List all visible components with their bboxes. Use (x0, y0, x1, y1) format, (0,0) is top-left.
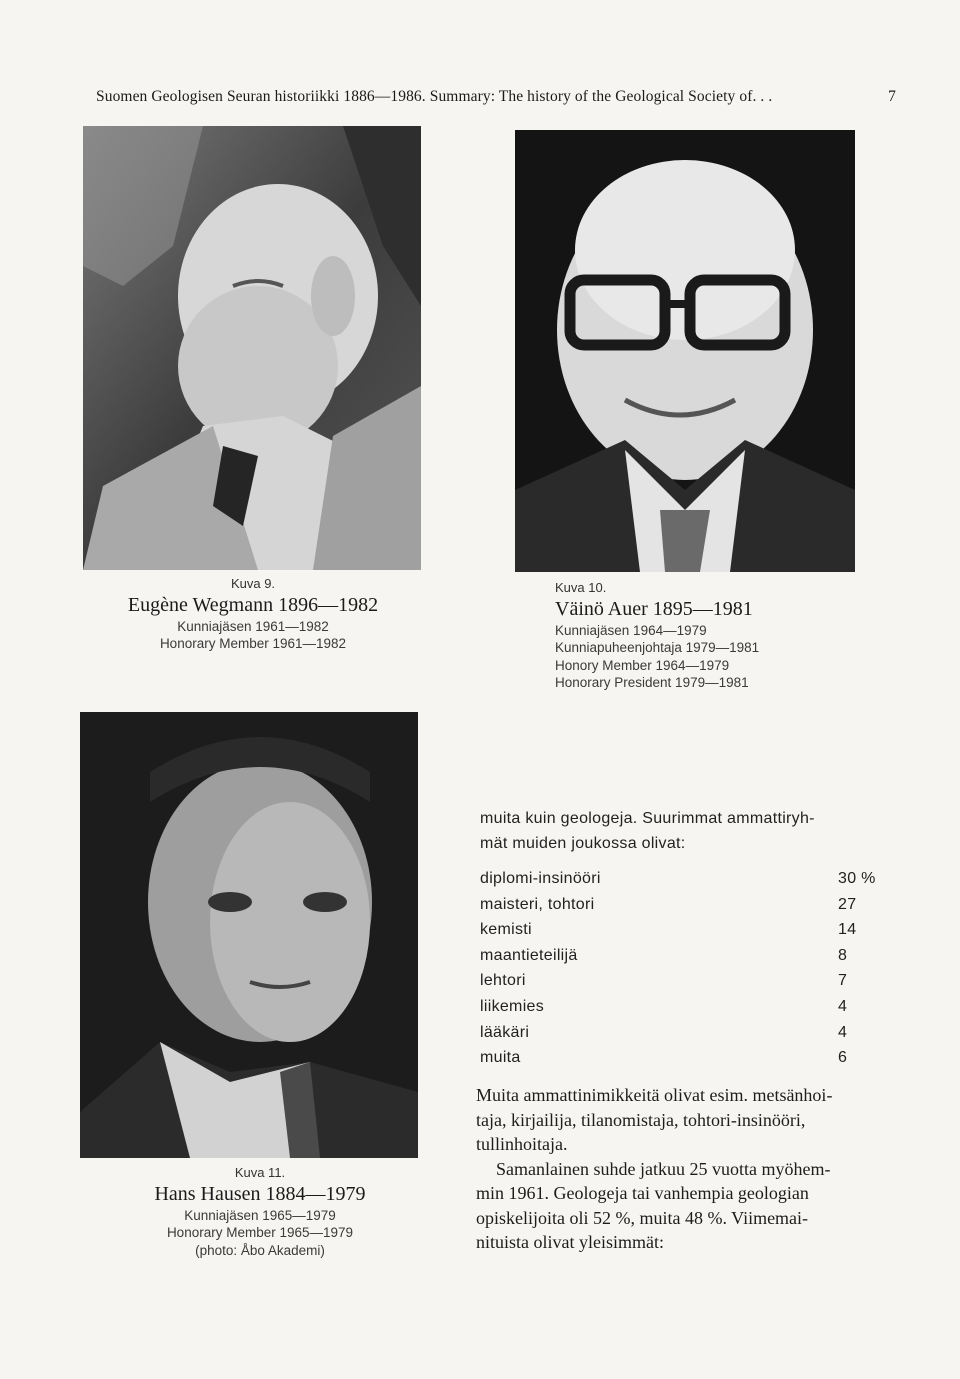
person-name: Eugène Wegmann 1896—1982 (127, 593, 379, 616)
figure-caption-9 (103, 576, 403, 653)
profession-name: muita (480, 1049, 521, 1067)
portrait-photo-auer (515, 130, 855, 572)
profession-share: 30 % (838, 870, 876, 887)
caption-line: Honorary Member 1961—1982 (159, 636, 347, 652)
profession-name: kemisti (480, 921, 532, 939)
text-line: muita kuin geologeja. Suurimmat ammattiryh- (480, 810, 815, 827)
profession-share: 8 (838, 946, 848, 964)
list-item (480, 994, 888, 1020)
profession-share: 14 (838, 921, 857, 939)
caption-line: Kunniajäsen 1965—1979 (184, 1208, 336, 1224)
portrait-photo-wegmann (83, 126, 421, 570)
profession-name: liikemies (480, 997, 545, 1015)
list-item (480, 943, 888, 969)
figure-caption-11 (110, 1165, 410, 1259)
page-number: 7 (888, 88, 896, 105)
figure-label: Kuva 11. (234, 1165, 286, 1180)
portrait-photo-hausen (80, 712, 418, 1158)
text-line: Muita ammattinimikkeitä olivat esim. metsänhoi- (476, 1085, 833, 1105)
profession-share: 4 (838, 997, 848, 1015)
list-item (480, 917, 888, 943)
running-header (96, 88, 896, 112)
list-item (480, 892, 888, 918)
text-line: opiskelijoita oli 52 %, muita 48 %. Viimemai- (476, 1207, 809, 1228)
profession-share: 6 (838, 1049, 848, 1067)
running-title: Suomen Geologisen Seuran historiikki 1886—1986. Summary: The history of the Geological Society of. . . (96, 88, 773, 105)
text-line: tullinhoitaja. (476, 1134, 568, 1154)
profession-name: lääkäri (480, 1023, 530, 1041)
text-line: taja, kirjailija, tilanomistaja, tohtori-insinööri, (476, 1109, 806, 1130)
intro-text (480, 806, 900, 856)
person-name: Hans Hausen 1884—1979 (154, 1182, 366, 1205)
caption-line: Kunniapuheenjohtaja 1979—1981 (555, 640, 760, 656)
caption-line: Kunniajäsen 1964—1979 (555, 623, 707, 639)
caption-line: Honory Member 1964—1979 (555, 657, 730, 673)
profession-name: lehtori (480, 972, 526, 990)
paragraph (476, 1157, 896, 1255)
text-line: nituista olivat yleisimmät: (476, 1232, 664, 1252)
list-item (480, 1045, 888, 1071)
list-item (480, 968, 888, 994)
caption-line: Honorary President 1979—1981 (555, 675, 749, 691)
profession-share: 7 (838, 972, 848, 990)
profession-name: diplomi-insinööri (480, 870, 601, 887)
text-line: Samanlainen suhde jatkuu 25 vuotta myöhem- (496, 1158, 831, 1179)
paragraph (476, 1083, 896, 1157)
list-item (480, 1020, 888, 1046)
caption-line: Honorary Member 1965—1979 (166, 1225, 354, 1241)
list-item (480, 866, 888, 892)
profession-share: 27 (838, 895, 857, 913)
caption-line: Kunniajäsen 1961—1982 (177, 619, 329, 635)
figure-label: Kuva 10. (555, 580, 607, 595)
figure-caption-10 (555, 580, 815, 691)
profession-share: 4 (838, 1023, 848, 1041)
text-line: mät muiden joukossa olivat: (480, 835, 686, 852)
text-line: min 1961. Geologeja tai vanhempia geologian (476, 1183, 809, 1203)
profession-name: maisteri, tohtori (480, 895, 595, 913)
body-paragraphs (476, 1083, 896, 1255)
profession-list (480, 866, 888, 1071)
caption-line: (photo: Åbo Akademi) (195, 1242, 325, 1258)
figure-label: Kuva 9. (230, 576, 276, 591)
person-name: Väinö Auer 1895—1981 (555, 597, 753, 620)
profession-name: maantieteilijä (480, 946, 578, 964)
